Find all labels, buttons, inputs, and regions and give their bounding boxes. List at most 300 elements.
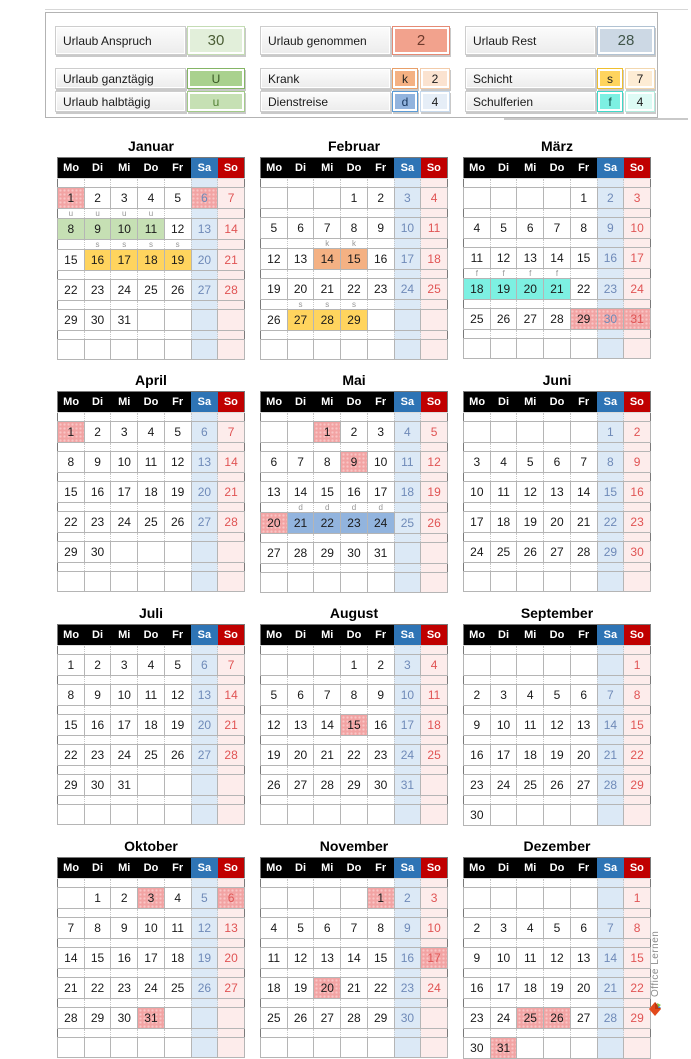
day-cell[interactable]: 2 xyxy=(624,422,651,443)
day-cell[interactable]: 22 xyxy=(84,978,111,999)
day-cell[interactable]: 11 xyxy=(261,948,288,969)
day-cell[interactable]: 23 xyxy=(464,775,491,796)
day-cell[interactable]: 10 xyxy=(464,482,491,503)
day-cell[interactable]: 21 xyxy=(58,978,85,999)
day-cell[interactable]: 21 xyxy=(314,279,341,300)
day-cell[interactable]: 16 xyxy=(367,249,394,270)
day-cell[interactable]: 27 xyxy=(191,512,218,533)
day-cell[interactable]: 7 xyxy=(287,452,314,473)
day-cell[interactable]: 14 xyxy=(570,482,597,503)
day-cell[interactable]: 31 xyxy=(111,775,138,796)
day-cell[interactable]: 6 xyxy=(570,685,597,706)
day-cell[interactable]: 14 xyxy=(597,948,624,969)
day-cell[interactable]: 30 xyxy=(367,775,394,796)
day-cell[interactable]: 15 xyxy=(597,482,624,503)
day-cell[interactable]: 6 xyxy=(218,888,245,909)
day-cell[interactable]: 20 xyxy=(570,745,597,766)
day-cell[interactable]: 15 xyxy=(624,948,651,969)
day-cell[interactable]: 30 xyxy=(341,543,368,564)
day-cell[interactable]: 24 xyxy=(111,280,138,301)
day-cell[interactable]: 26 xyxy=(490,309,517,330)
day-cell[interactable]: 26 xyxy=(164,512,191,533)
day-cell[interactable]: 18 xyxy=(138,250,165,271)
day-cell[interactable]: 25 xyxy=(421,279,448,300)
day-cell[interactable]: 4 xyxy=(394,422,421,443)
day-cell[interactable]: 29 xyxy=(624,1008,651,1029)
day-cell[interactable]: 29 xyxy=(58,542,85,563)
day-cell[interactable]: 26 xyxy=(421,513,448,534)
day-cell[interactable]: 21 xyxy=(314,745,341,766)
day-cell[interactable]: 4 xyxy=(138,422,165,443)
day-cell[interactable]: 6 xyxy=(287,685,314,706)
day-cell[interactable]: 8 xyxy=(597,452,624,473)
day-cell[interactable]: 10 xyxy=(111,452,138,473)
day-cell[interactable]: 19 xyxy=(164,715,191,736)
dienstreise-code[interactable]: d xyxy=(392,91,418,112)
day-cell[interactable]: 1 xyxy=(314,422,341,443)
krank-count[interactable]: 2 xyxy=(420,68,450,89)
day-cell[interactable]: 15 xyxy=(624,715,651,736)
day-cell[interactable]: 14 xyxy=(218,219,245,240)
day-cell[interactable]: 14 xyxy=(597,715,624,736)
day-cell[interactable]: 31 xyxy=(111,310,138,331)
day-cell[interactable]: 25 xyxy=(490,542,517,563)
day-cell[interactable]: 11 xyxy=(138,685,165,706)
day-cell[interactable]: 7 xyxy=(597,918,624,939)
day-cell[interactable]: 15 xyxy=(570,248,597,269)
urlaub-rest-value[interactable]: 28 xyxy=(597,26,655,55)
day-cell[interactable]: 21 xyxy=(570,512,597,533)
day-cell[interactable]: 9 xyxy=(597,218,624,239)
day-cell[interactable]: 29 xyxy=(367,1008,394,1029)
day-cell[interactable]: 20 xyxy=(191,250,218,271)
day-cell[interactable]: 10 xyxy=(367,452,394,473)
day-cell[interactable]: 23 xyxy=(341,513,368,534)
day-cell[interactable]: 12 xyxy=(544,948,571,969)
day-cell[interactable]: 17 xyxy=(111,482,138,503)
day-cell[interactable]: 1 xyxy=(58,422,85,443)
day-cell[interactable]: 26 xyxy=(261,775,288,796)
day-cell[interactable]: 23 xyxy=(394,978,421,999)
day-cell[interactable]: 8 xyxy=(58,685,85,706)
day-cell[interactable]: 22 xyxy=(570,279,597,300)
day-cell[interactable]: 7 xyxy=(544,218,571,239)
day-cell[interactable]: 6 xyxy=(314,918,341,939)
day-cell[interactable]: 25 xyxy=(464,309,491,330)
day-cell[interactable]: 13 xyxy=(314,948,341,969)
day-cell[interactable]: 8 xyxy=(367,918,394,939)
day-cell[interactable]: 4 xyxy=(421,655,448,676)
day-cell[interactable]: 27 xyxy=(287,310,314,331)
day-cell[interactable]: 26 xyxy=(164,280,191,301)
day-cell[interactable]: 18 xyxy=(464,279,491,300)
day-cell[interactable]: 30 xyxy=(464,1038,491,1059)
day-cell[interactable]: 23 xyxy=(464,1008,491,1029)
day-cell[interactable]: 19 xyxy=(164,250,191,271)
day-cell[interactable]: 9 xyxy=(367,218,394,239)
day-cell[interactable]: 30 xyxy=(84,310,111,331)
day-cell[interactable]: 7 xyxy=(314,685,341,706)
day-cell[interactable]: 10 xyxy=(624,218,651,239)
day-cell[interactable]: 8 xyxy=(314,452,341,473)
day-cell[interactable]: 17 xyxy=(624,248,651,269)
day-cell[interactable]: 12 xyxy=(544,715,571,736)
day-cell[interactable]: 13 xyxy=(517,248,544,269)
day-cell[interactable]: 1 xyxy=(597,422,624,443)
day-cell[interactable]: 7 xyxy=(314,218,341,239)
day-cell[interactable]: 16 xyxy=(597,248,624,269)
day-cell[interactable]: 31 xyxy=(624,309,651,330)
day-cell[interactable]: 14 xyxy=(218,685,245,706)
day-cell[interactable]: 21 xyxy=(218,250,245,271)
day-cell[interactable]: 1 xyxy=(624,888,651,909)
day-cell[interactable]: 22 xyxy=(58,745,85,766)
day-cell[interactable]: 18 xyxy=(394,482,421,503)
day-cell[interactable]: 16 xyxy=(111,948,138,969)
day-cell[interactable]: 12 xyxy=(517,482,544,503)
day-cell[interactable]: 28 xyxy=(314,775,341,796)
day-cell[interactable]: 28 xyxy=(341,1008,368,1029)
day-cell[interactable]: 20 xyxy=(517,279,544,300)
day-cell[interactable]: 27 xyxy=(191,745,218,766)
day-cell[interactable]: 23 xyxy=(367,279,394,300)
day-cell[interactable]: 25 xyxy=(421,745,448,766)
day-cell[interactable]: 15 xyxy=(58,482,85,503)
day-cell[interactable]: 6 xyxy=(191,422,218,443)
day-cell[interactable]: 8 xyxy=(58,452,85,473)
day-cell[interactable]: 21 xyxy=(597,978,624,999)
day-cell[interactable]: 28 xyxy=(58,1008,85,1029)
day-cell[interactable]: 17 xyxy=(367,482,394,503)
day-cell[interactable]: 17 xyxy=(394,249,421,270)
day-cell[interactable]: 9 xyxy=(84,219,111,240)
day-cell[interactable]: 3 xyxy=(111,188,138,209)
day-cell[interactable]: 6 xyxy=(191,188,218,209)
day-cell[interactable]: 7 xyxy=(218,188,245,209)
day-cell[interactable]: 24 xyxy=(138,978,165,999)
urlaub-ganztaegig-code[interactable]: U xyxy=(187,68,245,89)
day-cell[interactable]: 28 xyxy=(218,512,245,533)
day-cell[interactable]: 21 xyxy=(287,513,314,534)
day-cell[interactable]: 2 xyxy=(367,655,394,676)
day-cell[interactable]: 15 xyxy=(314,482,341,503)
day-cell[interactable]: 13 xyxy=(191,452,218,473)
day-cell[interactable]: 25 xyxy=(394,513,421,534)
day-cell[interactable]: 6 xyxy=(287,218,314,239)
day-cell[interactable]: 2 xyxy=(597,188,624,209)
day-cell[interactable]: 2 xyxy=(111,888,138,909)
day-cell[interactable]: 1 xyxy=(84,888,111,909)
day-cell[interactable]: 30 xyxy=(624,542,651,563)
day-cell[interactable]: 17 xyxy=(421,948,448,969)
day-cell[interactable]: 27 xyxy=(570,775,597,796)
day-cell[interactable]: 10 xyxy=(138,918,165,939)
day-cell[interactable]: 5 xyxy=(164,422,191,443)
day-cell[interactable]: 29 xyxy=(341,310,368,331)
day-cell[interactable]: 22 xyxy=(314,513,341,534)
day-cell[interactable]: 30 xyxy=(464,805,491,826)
day-cell[interactable]: 19 xyxy=(544,745,571,766)
day-cell[interactable]: 7 xyxy=(218,422,245,443)
day-cell[interactable]: 4 xyxy=(138,188,165,209)
day-cell[interactable]: 28 xyxy=(570,542,597,563)
day-cell[interactable]: 25 xyxy=(138,280,165,301)
day-cell[interactable]: 29 xyxy=(597,542,624,563)
day-cell[interactable]: 24 xyxy=(490,1008,517,1029)
day-cell[interactable]: 28 xyxy=(597,1008,624,1029)
day-cell[interactable]: 12 xyxy=(164,452,191,473)
day-cell[interactable]: 20 xyxy=(314,978,341,999)
day-cell[interactable]: 31 xyxy=(138,1008,165,1029)
day-cell[interactable]: 24 xyxy=(367,513,394,534)
day-cell[interactable]: 21 xyxy=(218,482,245,503)
day-cell[interactable]: 30 xyxy=(597,309,624,330)
day-cell[interactable]: 7 xyxy=(341,918,368,939)
day-cell[interactable]: 19 xyxy=(287,978,314,999)
day-cell[interactable]: 23 xyxy=(84,280,111,301)
day-cell[interactable]: 29 xyxy=(624,775,651,796)
day-cell[interactable]: 24 xyxy=(394,745,421,766)
schulferien-code[interactable]: f xyxy=(597,91,623,112)
day-cell[interactable]: 19 xyxy=(421,482,448,503)
day-cell[interactable]: 12 xyxy=(421,452,448,473)
day-cell[interactable]: 11 xyxy=(394,452,421,473)
day-cell[interactable]: 11 xyxy=(138,452,165,473)
day-cell[interactable]: 2 xyxy=(464,918,491,939)
day-cell[interactable]: 9 xyxy=(367,685,394,706)
day-cell[interactable]: 5 xyxy=(261,218,288,239)
day-cell[interactable]: 3 xyxy=(367,422,394,443)
day-cell[interactable]: 19 xyxy=(191,948,218,969)
day-cell[interactable]: 1 xyxy=(341,188,368,209)
day-cell[interactable]: 29 xyxy=(58,775,85,796)
day-cell[interactable]: 23 xyxy=(111,978,138,999)
day-cell[interactable]: 13 xyxy=(544,482,571,503)
day-cell[interactable]: 1 xyxy=(367,888,394,909)
day-cell[interactable]: 25 xyxy=(517,1008,544,1029)
day-cell[interactable]: 10 xyxy=(490,948,517,969)
day-cell[interactable]: 8 xyxy=(84,918,111,939)
day-cell[interactable]: 13 xyxy=(191,685,218,706)
day-cell[interactable]: 6 xyxy=(517,218,544,239)
day-cell[interactable]: 29 xyxy=(341,775,368,796)
day-cell[interactable]: 3 xyxy=(138,888,165,909)
day-cell[interactable]: 27 xyxy=(570,1008,597,1029)
day-cell[interactable]: 26 xyxy=(544,1008,571,1029)
day-cell[interactable]: 16 xyxy=(464,745,491,766)
day-cell[interactable]: 6 xyxy=(191,655,218,676)
day-cell[interactable]: 30 xyxy=(84,542,111,563)
day-cell[interactable]: 11 xyxy=(138,219,165,240)
day-cell[interactable]: 3 xyxy=(624,188,651,209)
day-cell[interactable]: 26 xyxy=(164,745,191,766)
day-cell[interactable]: 13 xyxy=(261,482,288,503)
day-cell[interactable]: 13 xyxy=(287,715,314,736)
day-cell[interactable]: 24 xyxy=(421,978,448,999)
day-cell[interactable]: 30 xyxy=(394,1008,421,1029)
day-cell[interactable]: 16 xyxy=(84,250,111,271)
day-cell[interactable]: 16 xyxy=(341,482,368,503)
day-cell[interactable]: 2 xyxy=(84,422,111,443)
day-cell[interactable]: 15 xyxy=(84,948,111,969)
day-cell[interactable]: 5 xyxy=(544,685,571,706)
day-cell[interactable]: 10 xyxy=(394,685,421,706)
day-cell[interactable]: 23 xyxy=(84,512,111,533)
day-cell[interactable]: 20 xyxy=(570,978,597,999)
day-cell[interactable]: 14 xyxy=(58,948,85,969)
day-cell[interactable]: 27 xyxy=(544,542,571,563)
day-cell[interactable]: 1 xyxy=(341,655,368,676)
day-cell[interactable]: 29 xyxy=(58,310,85,331)
day-cell[interactable]: 22 xyxy=(624,745,651,766)
day-cell[interactable]: 30 xyxy=(84,775,111,796)
day-cell[interactable]: 16 xyxy=(367,715,394,736)
day-cell[interactable]: 8 xyxy=(341,218,368,239)
day-cell[interactable]: 25 xyxy=(138,512,165,533)
day-cell[interactable]: 27 xyxy=(191,280,218,301)
day-cell[interactable]: 5 xyxy=(261,685,288,706)
day-cell[interactable]: 18 xyxy=(138,715,165,736)
day-cell[interactable]: 2 xyxy=(394,888,421,909)
day-cell[interactable]: 10 xyxy=(111,219,138,240)
day-cell[interactable]: 19 xyxy=(517,512,544,533)
day-cell[interactable]: 7 xyxy=(58,918,85,939)
day-cell[interactable]: 25 xyxy=(261,1008,288,1029)
day-cell[interactable]: 3 xyxy=(421,888,448,909)
day-cell[interactable]: 6 xyxy=(570,918,597,939)
day-cell[interactable]: 24 xyxy=(490,775,517,796)
day-cell[interactable]: 8 xyxy=(341,685,368,706)
day-cell[interactable]: 4 xyxy=(138,655,165,676)
day-cell[interactable]: 27 xyxy=(287,775,314,796)
day-cell[interactable]: 23 xyxy=(84,745,111,766)
day-cell[interactable]: 11 xyxy=(164,918,191,939)
day-cell[interactable]: 14 xyxy=(314,249,341,270)
day-cell[interactable]: 10 xyxy=(394,218,421,239)
day-cell[interactable]: 7 xyxy=(597,685,624,706)
day-cell[interactable]: 22 xyxy=(58,280,85,301)
day-cell[interactable]: 11 xyxy=(421,685,448,706)
day-cell[interactable]: 9 xyxy=(111,918,138,939)
day-cell[interactable]: 3 xyxy=(394,188,421,209)
day-cell[interactable]: 26 xyxy=(544,775,571,796)
day-cell[interactable]: 13 xyxy=(191,219,218,240)
day-cell[interactable]: 3 xyxy=(111,422,138,443)
day-cell[interactable]: 15 xyxy=(367,948,394,969)
day-cell[interactable]: 22 xyxy=(597,512,624,533)
day-cell[interactable]: 31 xyxy=(367,543,394,564)
day-cell[interactable]: 14 xyxy=(544,248,571,269)
day-cell[interactable]: 24 xyxy=(394,279,421,300)
day-cell[interactable]: 23 xyxy=(624,512,651,533)
day-cell[interactable]: 22 xyxy=(367,978,394,999)
day-cell[interactable]: 24 xyxy=(624,279,651,300)
day-cell[interactable]: 7 xyxy=(218,655,245,676)
day-cell[interactable]: 20 xyxy=(218,948,245,969)
day-cell[interactable]: 25 xyxy=(138,745,165,766)
day-cell[interactable]: 26 xyxy=(191,978,218,999)
day-cell[interactable]: 5 xyxy=(421,422,448,443)
day-cell[interactable]: 17 xyxy=(464,512,491,533)
day-cell[interactable]: 31 xyxy=(490,1038,517,1059)
day-cell[interactable]: 6 xyxy=(261,452,288,473)
day-cell[interactable]: 28 xyxy=(544,309,571,330)
day-cell[interactable]: 2 xyxy=(464,685,491,706)
day-cell[interactable]: 27 xyxy=(218,978,245,999)
day-cell[interactable]: 19 xyxy=(261,745,288,766)
day-cell[interactable]: 2 xyxy=(341,422,368,443)
day-cell[interactable]: 23 xyxy=(367,745,394,766)
day-cell[interactable]: 8 xyxy=(624,685,651,706)
day-cell[interactable]: 26 xyxy=(517,542,544,563)
day-cell[interactable]: 5 xyxy=(191,888,218,909)
day-cell[interactable]: 14 xyxy=(314,715,341,736)
day-cell[interactable]: 5 xyxy=(287,918,314,939)
day-cell[interactable]: 4 xyxy=(164,888,191,909)
day-cell[interactable]: 21 xyxy=(341,978,368,999)
day-cell[interactable]: 5 xyxy=(164,188,191,209)
day-cell[interactable]: 10 xyxy=(490,715,517,736)
day-cell[interactable]: 20 xyxy=(261,513,288,534)
day-cell[interactable]: 17 xyxy=(138,948,165,969)
day-cell[interactable]: 19 xyxy=(261,279,288,300)
day-cell[interactable]: 1 xyxy=(58,655,85,676)
schicht-code[interactable]: s xyxy=(597,68,623,89)
day-cell[interactable]: 29 xyxy=(84,1008,111,1029)
day-cell[interactable]: 16 xyxy=(84,715,111,736)
day-cell[interactable]: 11 xyxy=(517,948,544,969)
urlaub-genommen-value[interactable]: 2 xyxy=(392,26,450,55)
day-cell[interactable]: 27 xyxy=(517,309,544,330)
day-cell[interactable]: 26 xyxy=(287,1008,314,1029)
day-cell[interactable]: 11 xyxy=(464,248,491,269)
day-cell[interactable]: 14 xyxy=(341,948,368,969)
dienstreise-count[interactable]: 4 xyxy=(420,91,450,112)
day-cell[interactable]: 19 xyxy=(490,279,517,300)
day-cell[interactable]: 21 xyxy=(544,279,571,300)
day-cell[interactable]: 8 xyxy=(624,918,651,939)
day-cell[interactable]: 15 xyxy=(58,250,85,271)
schicht-count[interactable]: 7 xyxy=(625,68,655,89)
day-cell[interactable]: 28 xyxy=(597,775,624,796)
day-cell[interactable]: 17 xyxy=(490,745,517,766)
day-cell[interactable]: 22 xyxy=(341,745,368,766)
day-cell[interactable]: 7 xyxy=(570,452,597,473)
day-cell[interactable]: 23 xyxy=(597,279,624,300)
day-cell[interactable]: 11 xyxy=(517,715,544,736)
day-cell[interactable]: 17 xyxy=(394,715,421,736)
day-cell[interactable]: 9 xyxy=(464,715,491,736)
urlaub-halbtaegig-code[interactable]: u xyxy=(187,91,245,112)
krank-code[interactable]: k xyxy=(392,68,418,89)
day-cell[interactable]: 20 xyxy=(191,482,218,503)
day-cell[interactable]: 24 xyxy=(111,745,138,766)
day-cell[interactable]: 13 xyxy=(218,918,245,939)
day-cell[interactable]: 13 xyxy=(570,948,597,969)
day-cell[interactable]: 21 xyxy=(218,715,245,736)
day-cell[interactable]: 10 xyxy=(111,685,138,706)
day-cell[interactable]: 1 xyxy=(624,655,651,676)
day-cell[interactable]: 4 xyxy=(490,452,517,473)
day-cell[interactable]: 20 xyxy=(287,279,314,300)
day-cell[interactable]: 3 xyxy=(490,685,517,706)
day-cell[interactable]: 15 xyxy=(341,249,368,270)
day-cell[interactable]: 18 xyxy=(490,512,517,533)
day-cell[interactable]: 1 xyxy=(570,188,597,209)
day-cell[interactable]: 1 xyxy=(58,188,85,209)
day-cell[interactable]: 8 xyxy=(58,219,85,240)
day-cell[interactable]: 12 xyxy=(164,685,191,706)
